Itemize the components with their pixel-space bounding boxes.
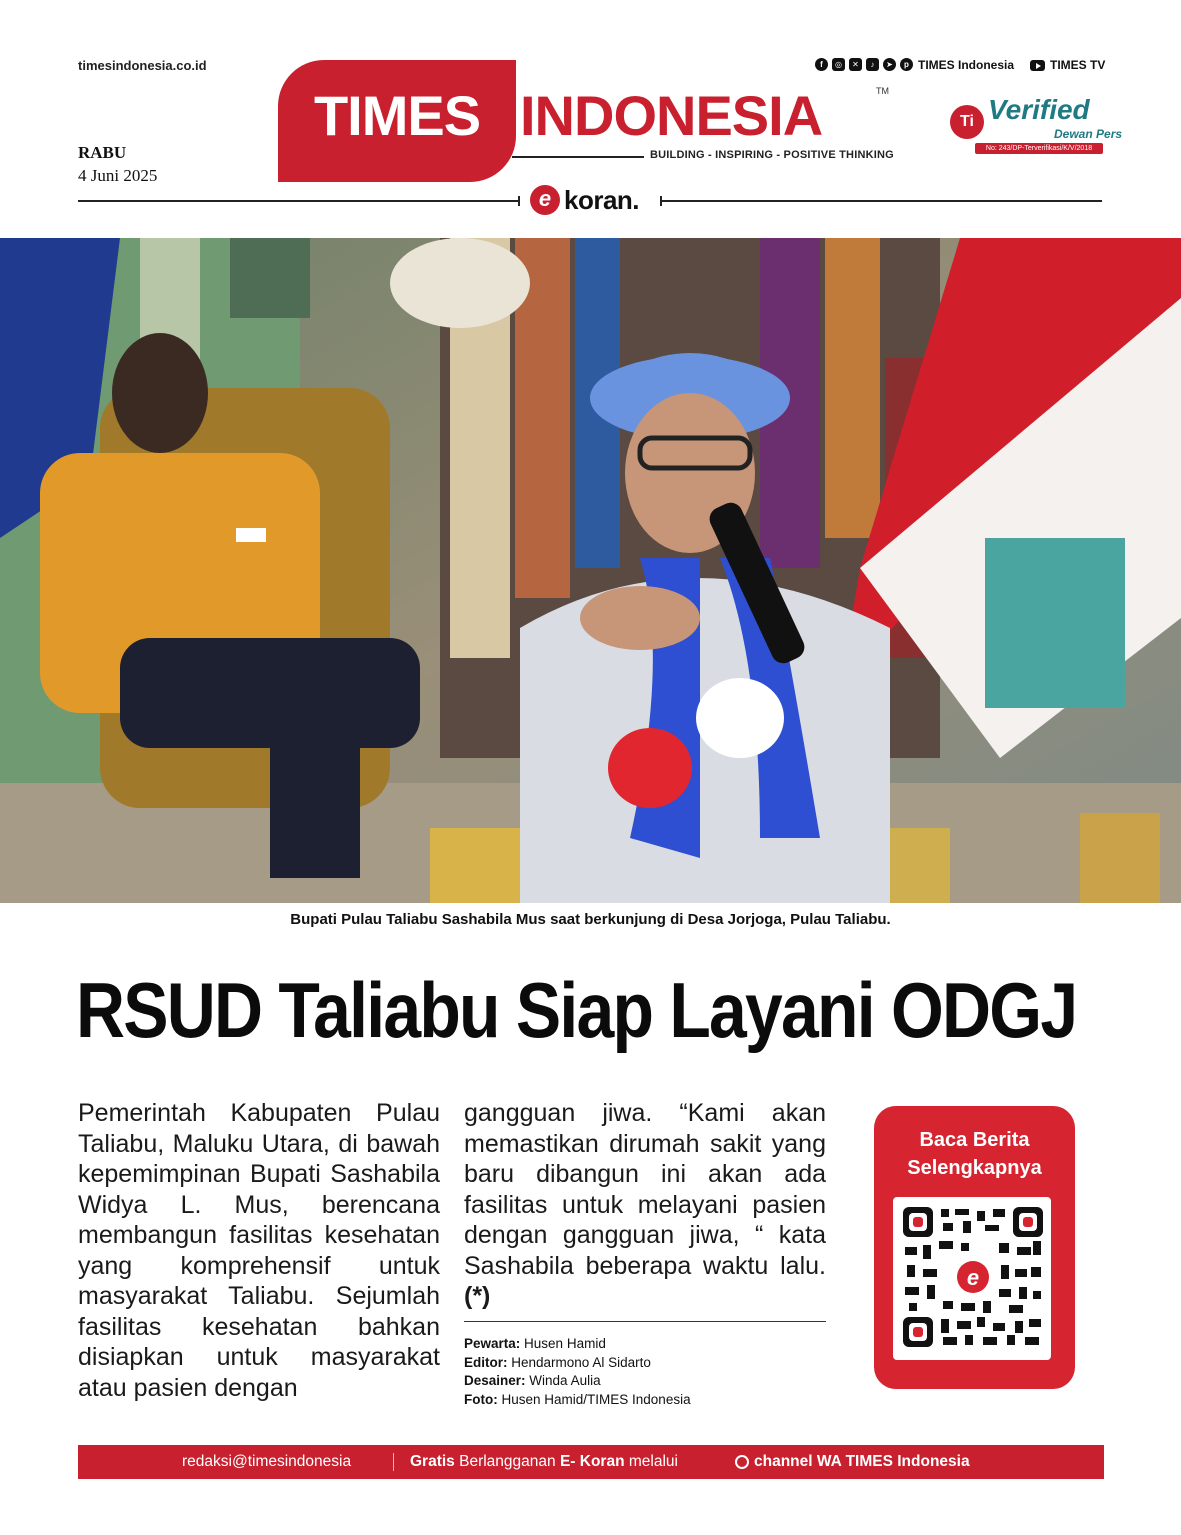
- verified-badge-icon: Ti: [950, 105, 984, 139]
- read-more-title: Baca Berita Selengkapnya: [907, 1129, 1042, 1179]
- qr-code-icon[interactable]: [903, 1207, 1043, 1347]
- youtube-icon[interactable]: [1030, 60, 1045, 71]
- credit-desainer: Desainer: Winda Aulia: [464, 1373, 601, 1388]
- credit-foto: Foto: Husen Hamid/TIMES Indonesia: [464, 1391, 691, 1407]
- tiktok-icon[interactable]: ♪: [866, 58, 879, 71]
- verified-number: No: 243/DP-Terverifikasi/K/V/2018: [975, 143, 1103, 154]
- footer-bar: [78, 1445, 1104, 1479]
- header-rule-right: [662, 200, 1102, 202]
- article-body-col1: Pemerintah Kabupaten Pulau Taliabu, Maluku Utara, di bawah kepemimpinan Bupati Sashabila Widya L. Mus, berencana membangun fasilitas kesehatan yang komprehensif untuk masyarakat Taliabu. Sejumlah fasilitas kesehatan bahkan disiapkan untuk masyarakat atau pasien dengan: [78, 1099, 440, 1402]
- logo-indonesia-text: INDONESIA: [520, 84, 823, 147]
- article-credits: [464, 1335, 691, 1409]
- telegram-icon[interactable]: ➤: [883, 58, 896, 71]
- article-end-mark: (*): [464, 1282, 491, 1310]
- times-tv-label[interactable]: TIMES TV: [1050, 58, 1106, 72]
- footer-wa-channel[interactable]: channel WA TIMES Indonesia: [754, 1453, 970, 1470]
- ekoran-wordmark: koran.: [564, 185, 640, 215]
- trademark-mark: TM: [876, 86, 889, 96]
- footer-subscribe: Gratis Berlangganan E- Koran melalui: [410, 1453, 678, 1470]
- instagram-icon[interactable]: ◎: [832, 58, 845, 71]
- article-headline: RSUD Taliabu Siap Layani ODGJ: [76, 966, 1077, 1054]
- photo-caption: Bupati Pulau Taliabu Sashabila Mus saat berkunjung di Desa Jorjoga, Pulau Taliabu.: [290, 911, 891, 928]
- credit-pewarta: Pewarta: Husen Hamid: [464, 1336, 606, 1351]
- ekoran-e-icon: e: [530, 185, 560, 215]
- article-body-col2: [464, 1098, 826, 1312]
- footer-email[interactable]: redaksi@timesindonesia: [182, 1453, 352, 1470]
- facebook-icon[interactable]: f: [815, 58, 828, 71]
- footer-separator: [393, 1453, 394, 1471]
- header-rule-left: [78, 200, 520, 202]
- publication-day: RABU: [78, 143, 127, 162]
- verified-dewan-pers: Dewan Pers: [1054, 127, 1123, 141]
- social-icons: [815, 58, 913, 71]
- credits-divider: [464, 1321, 826, 1322]
- article-column-1: [78, 1098, 440, 1403]
- logo-times-text: TIMES: [313, 84, 481, 147]
- verified-word: Verified: [988, 94, 1090, 125]
- x-icon[interactable]: ✕: [849, 58, 862, 71]
- pinterest-icon[interactable]: p: [900, 58, 913, 71]
- whatsapp-icon: [735, 1455, 749, 1469]
- logo-tagline: BUILDING - INSPIRING - POSITIVE THINKING: [650, 149, 894, 161]
- publication-date: 4 Juni 2025: [78, 166, 158, 185]
- tagline-rule: [512, 156, 644, 158]
- article-body-col2-text: gangguan jiwa. “Kami akan memastikan dirumah sakit yang baru dibangun ini akan ada fasilitas untuk melayani pasien dengan gangguan jiwa, “ kata Sashabila beberapa waktu lalu.: [464, 1099, 826, 1280]
- article-column-2: [464, 1098, 826, 1312]
- header-rule-left-cap: [518, 196, 520, 206]
- svg-text:e: e: [966, 1265, 980, 1290]
- lead-photo: [0, 238, 1181, 903]
- social-handle[interactable]: TIMES Indonesia: [918, 58, 1015, 72]
- site-url[interactable]: timesindonesia.co.id: [78, 58, 207, 73]
- credit-editor: Editor: Hendarmono Al Sidarto: [464, 1354, 651, 1370]
